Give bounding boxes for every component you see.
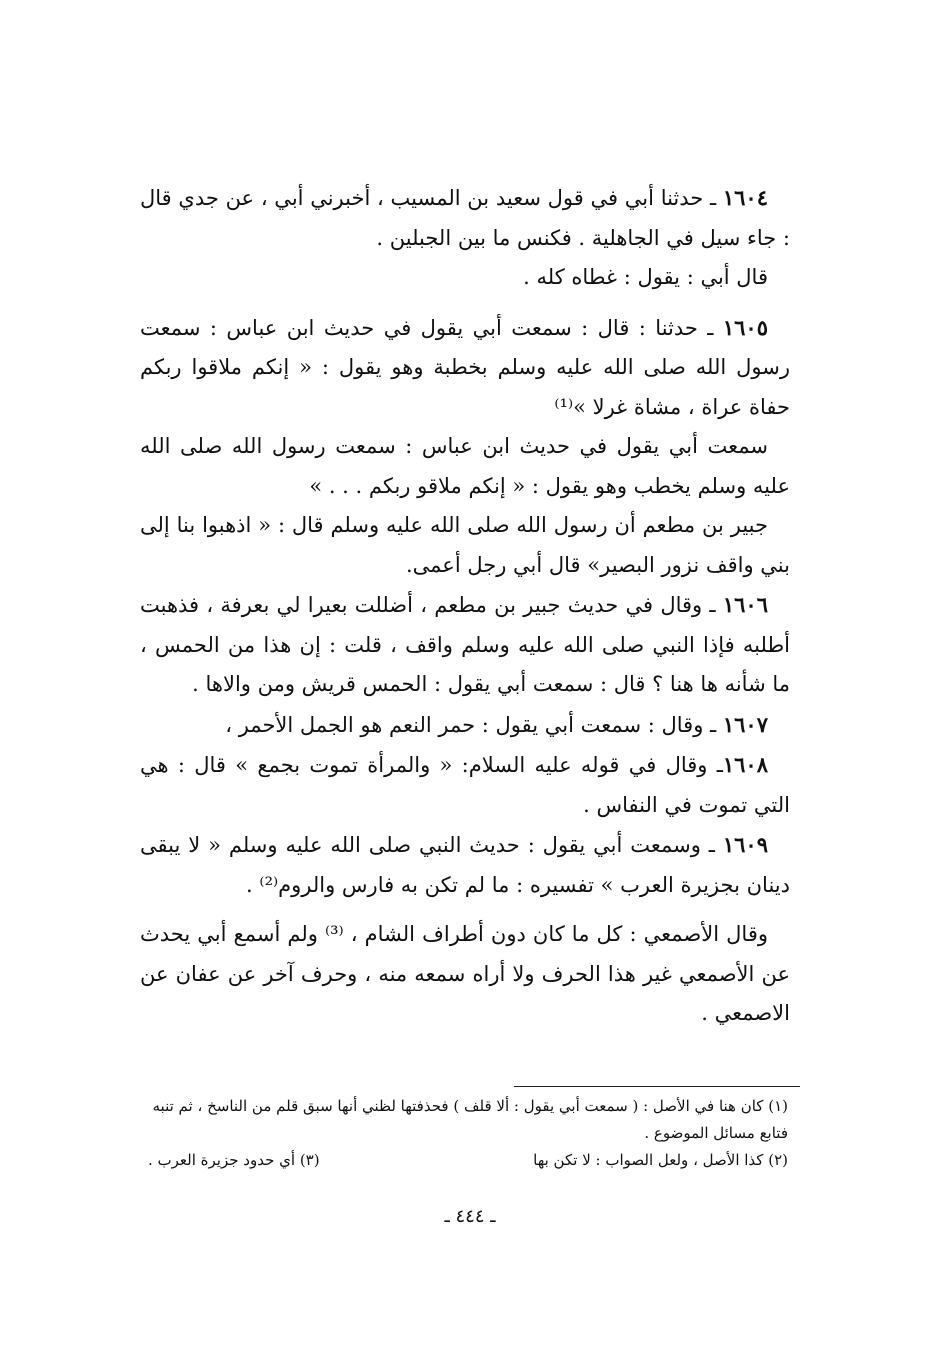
page-number: ـ ٤٤٤ ـ [444,1206,496,1227]
entry-text: ـ وقال في قوله عليه السلام: « والمرأة تموت بجمع » قال : هي التي تموت في النفاس . [140,753,790,817]
main-text [140,178,790,1034]
entry-1605-variant: سمعت أبي يقول في حديث ابن عباس : سمعت رسول الله صلى الله عليه وسلم يخطب وهو يقول : « إنكم ملاقو ربكم . . . » [140,434,790,498]
footnote-1: (١) كان هنا في الأصل : ( سمعت أبي يقول : ألا قلف ) فحذفتها لظني أنها سبق قلم من الناسخ ، ثم تنبه فتابع مسائل الموضوع . [152,1097,788,1142]
entry-number: ١٦٠٥ [722,314,768,340]
entry-text: ـ وسمعت أبي يقول : حديث النبي صلى الله عليه وسلم « لا يبقى دينان بجزيرة العرب » تفسيره : ما لم تكن به فارس والروم⁽²⁾ . [140,833,790,897]
entry-number: ١٦٠٧ [722,711,768,737]
entry-1607 [140,705,790,746]
entry-1604-comment: قال أبي : يقول : غطاه كله . [523,265,768,289]
footnote-2: (٢) كذا الأصل ، ولعل الصواب : لا تكن بها [533,1151,788,1169]
entry-1605-jubayr: جبير بن مطعم أن رسول الله صلى الله عليه وسلم قال : « اذهبوا بنا إلى بني واقف نزور البصير» قال أبي رجل أعمى. [140,513,790,577]
footnote-row [148,1147,788,1174]
footnotes [148,1093,788,1174]
entry-text: ـ حدثنا : قال : سمعت أبي يقول في حديث ابن عباس : سمعت رسول الله صلى الله عليه وسلم بخطبة وهو يقول : « إنكم ملاقوا ربكم حفاة عراة ، مشاة غرلا »⁽¹⁾ [140,315,790,419]
entry-1609 [140,825,790,905]
entry-number: ١٦٠٤ [722,185,768,210]
entry-number: ١٦٠٦ [722,592,768,617]
entry-1605 [140,308,790,428]
entry-1608 [140,745,790,825]
entry-text: ـ وقال : سمعت أبي يقول : حمر النعم هو الجمل الأحمر ، [225,712,723,737]
asmai-paragraph: وقال الأصمعي : كل ما كان دون أطراف الشام ، ⁽³⁾ ولم أسمع أبي يحدث عن الأصمعي غير هذا الحرف ولا أراه سمعه منه ، وحرف آخر عن عفان عن الاصمعي . [140,922,790,1025]
entry-number: ١٦٠٩ [722,832,768,857]
footnote-3: (٣) أي حدود جزيرة العرب . [148,1151,320,1169]
entry-number: ١٦٠٨ [722,752,768,777]
entry-1604 [140,178,790,258]
entry-text: ـ حدثنا أبي في قول سعيد بن المسيب ، أخبرني أبي ، عن جدي قال : جاء سيل في الجاهلية . فكنس ما بين الجبلين . [140,186,790,250]
footnote-separator [514,1086,800,1087]
entry-text: ـ وقال في حديث جبير بن مطعم ، أضللت بعيرا لي بعرفة ، فذهبت أطلبه فإذا النبي صلى الله عليه وسلم واقف ، قلت : إن هذا من الحمس ، ما شأنه ها هنا ؟ قال : سمعت أبي يقول : الحمس قريش ومن والاها . [140,593,790,696]
entry-1606 [140,585,790,705]
